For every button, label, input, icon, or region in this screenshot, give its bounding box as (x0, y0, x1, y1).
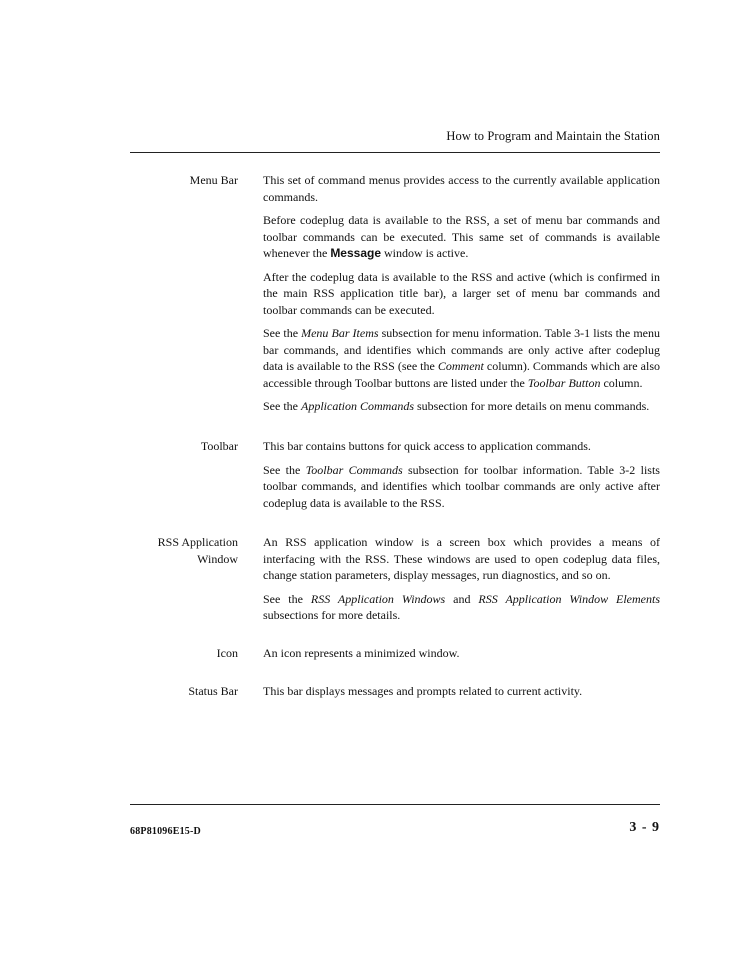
paragraph: Before codeplug data is available to the RSS, a set of menu bar commands and toolbar commands can be executed. This same set of commands is available whenever the Message window is active. (263, 213, 660, 260)
paragraph: See the Menu Bar Items subsection for menu information. Table 3-1 lists the menu bar commands, and identifies which commands are only active after codeplug data is available to the RSS (see the Comment column). Commands which are also accessible through Toolbar buttons are listed under the Toolbar Button column. (263, 326, 660, 390)
paragraph: See the Application Commands subsection for more details on menu commands. (263, 399, 650, 413)
document-number: 68P81096E15-D (130, 826, 201, 837)
term-rss-application-window: RSS Application Window (157, 535, 238, 566)
description-rss-application-window (263, 534, 660, 624)
page-number: 3 - 9 (629, 820, 660, 835)
term-icon: Icon (216, 646, 238, 660)
paragraph: This set of command menus provides access to the currently available application commands. (263, 173, 660, 204)
description-menu-bar (263, 172, 660, 415)
xref-rss-application-window-elements: RSS Application Window Elements (478, 591, 661, 606)
description-icon (263, 645, 660, 662)
term-toolbar: Toolbar (200, 439, 238, 453)
xref-toolbar-commands: Toolbar Commands (305, 462, 403, 477)
xref-rss-application-windows: RSS Application Windows (310, 591, 446, 606)
paragraph: See the Toolbar Commands subsection for toolbar information. Table 3-2 lists toolbar commands, and identifies which toolbar commands are only active after codeplug data is available to the RSS. (263, 462, 660, 510)
paragraph: An RSS application window is a screen box which provides a means of interfacing with the RSS. These windows are used to open codeplug data files, change station parameters, display messages, run diagnostics, and so on. (263, 535, 660, 582)
term-menu-bar: Menu Bar (189, 173, 238, 187)
description-toolbar (263, 438, 660, 511)
paragraph: After the codeplug data is available to the RSS and active (which is confirmed in the main RSS application title bar), a larger set of menu bar commands and toolbar commands can be executed. (263, 269, 660, 317)
description-status-bar (263, 683, 660, 700)
message-window-name: Message (330, 246, 382, 260)
paragraph: This bar displays messages and prompts related to current activity. (263, 684, 583, 698)
running-header: How to Program and Maintain the Station (446, 129, 660, 143)
header-rule (130, 152, 660, 153)
xref-application-commands: Application Commands (301, 399, 414, 413)
paragraph: See the RSS Application Windows and RSS Application Window Elements subsections for more details. (263, 591, 661, 622)
xref-comment-column: Comment (437, 359, 484, 373)
paragraph: This bar contains buttons for quick access to application commands. (263, 439, 591, 453)
xref-toolbar-button-column: Toolbar Button (527, 375, 601, 390)
paragraph: An icon represents a minimized window. (263, 646, 460, 660)
xref-menu-bar-items: Menu Bar Items (301, 326, 379, 340)
footer-rule (130, 804, 660, 805)
term-status-bar: Status Bar (188, 684, 238, 698)
